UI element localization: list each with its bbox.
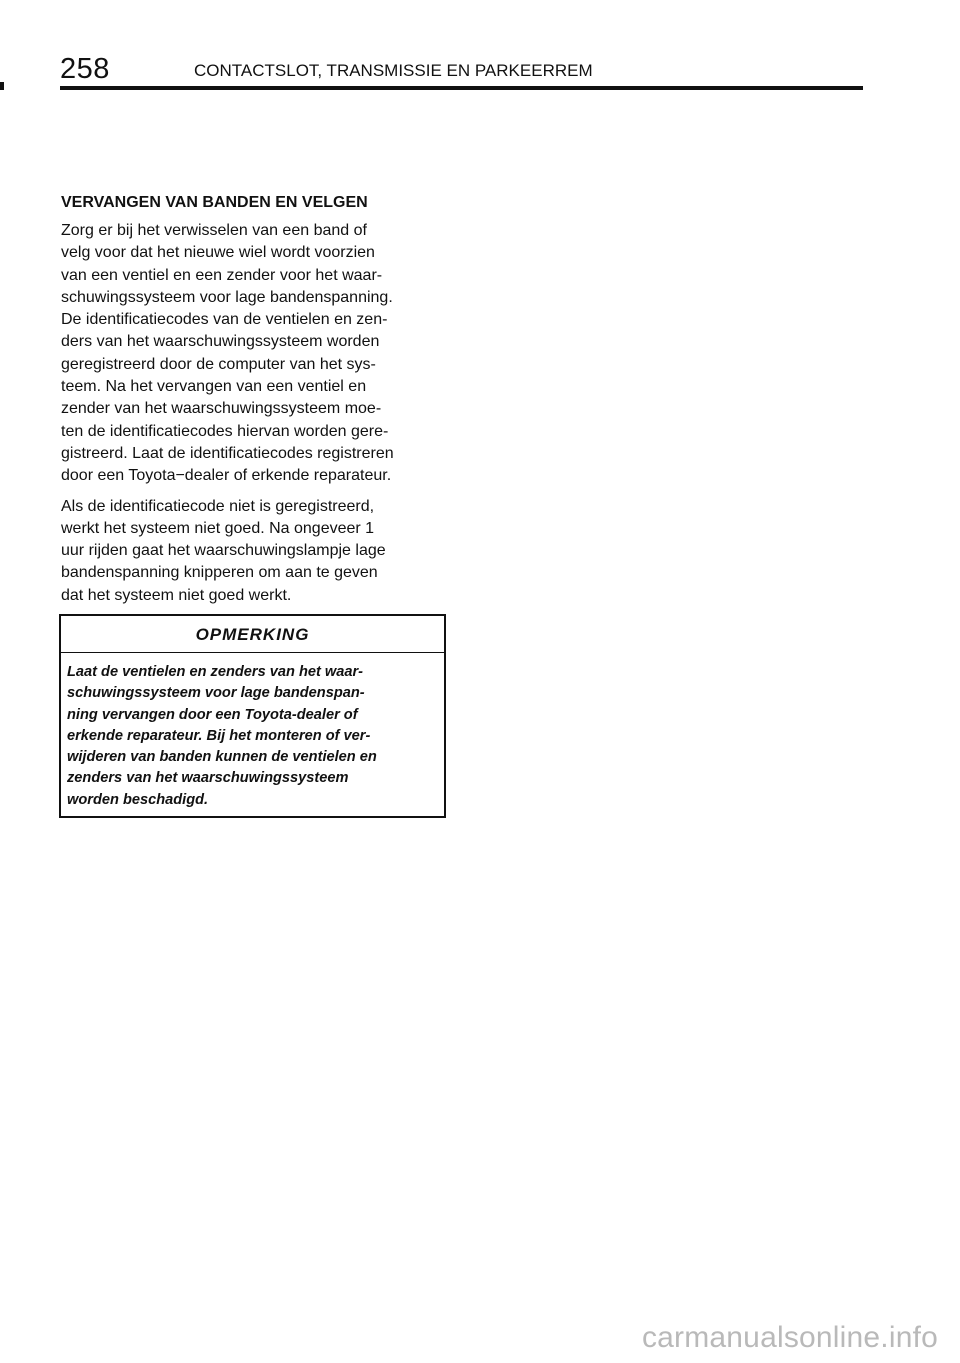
paragraph-line: geregistreerd door de computer van het sys- (61, 355, 376, 373)
paragraph-line: Zorg er bij het verwisselen van een band of (61, 222, 367, 239)
paragraph-line: dat het systeem niet goed werkt. (61, 586, 292, 604)
paragraph-line: velg voor dat het nieuwe wiel wordt voorzien (61, 244, 375, 262)
paragraph-line: teem. Na het vervangen van een ventiel en (61, 378, 367, 396)
paragraph-line: werkt het systeem niet goed. Na ongeveer 1 (61, 519, 375, 537)
paragraph-2 (61, 496, 445, 607)
paragraph-1 (61, 220, 445, 488)
margin-crop-mark (0, 82, 4, 90)
paragraph-line: zender van het waarschuwingssysteem moe- (61, 400, 382, 418)
note-line: Laat de ventielen en zenders van het waar- (67, 664, 364, 680)
paragraph-line: van een ventiel en een zender voor het waar- (61, 266, 383, 284)
note-line: erkende reparateur. Bij het monteren of ver- (67, 727, 371, 744)
paragraph-line: schuwingssysteem voor lage bandenspanning. (61, 288, 393, 306)
watermark-text: carmanualsonline.info (641, 1321, 938, 1354)
paragraph-line: De identificatiecodes van de ventielen en zen- (61, 311, 388, 329)
header-rule (60, 86, 863, 90)
note-box (59, 614, 446, 818)
note-divider (61, 652, 444, 653)
note-line: schuwingssysteem voor lage bandenspan- (67, 685, 365, 702)
note-line: ning vervangen door een Toyota-dealer of (67, 706, 358, 723)
paragraph-line: uur rijden gaat het waarschuwingslampje lage (61, 542, 386, 560)
section-title: VERVANGEN VAN BANDEN EN VELGEN (61, 194, 368, 211)
paragraph-line: ten de identificatiecodes hiervan worden gere- (61, 422, 389, 440)
note-line: wijderen van banden kunnen de ventielen en (67, 749, 377, 766)
paragraph-line: gistreerd. Laat de identificatiecodes registreren (61, 444, 394, 462)
paragraph-line: bandenspanning knipperen om aan te geven (61, 564, 378, 582)
paragraph-line: door een Toyota−dealer of erkende reparateur. (61, 467, 392, 485)
running-title: CONTACTSLOT, TRANSMISSIE EN PARKEERREM (194, 61, 593, 80)
page-number: 258 (60, 53, 110, 85)
note-line: zenders van het waarschuwingssysteem (67, 770, 349, 787)
note-heading: OPMERKING (195, 625, 310, 644)
main-column (61, 192, 445, 615)
paragraph-line: Als de identificatiecode niet is geregistreerd, (61, 497, 375, 515)
note-body (67, 662, 439, 811)
page-header (60, 52, 863, 92)
note-line: worden beschadigd. (67, 791, 209, 808)
paragraph-line: ders van het waarschuwingssysteem worden (61, 333, 380, 351)
